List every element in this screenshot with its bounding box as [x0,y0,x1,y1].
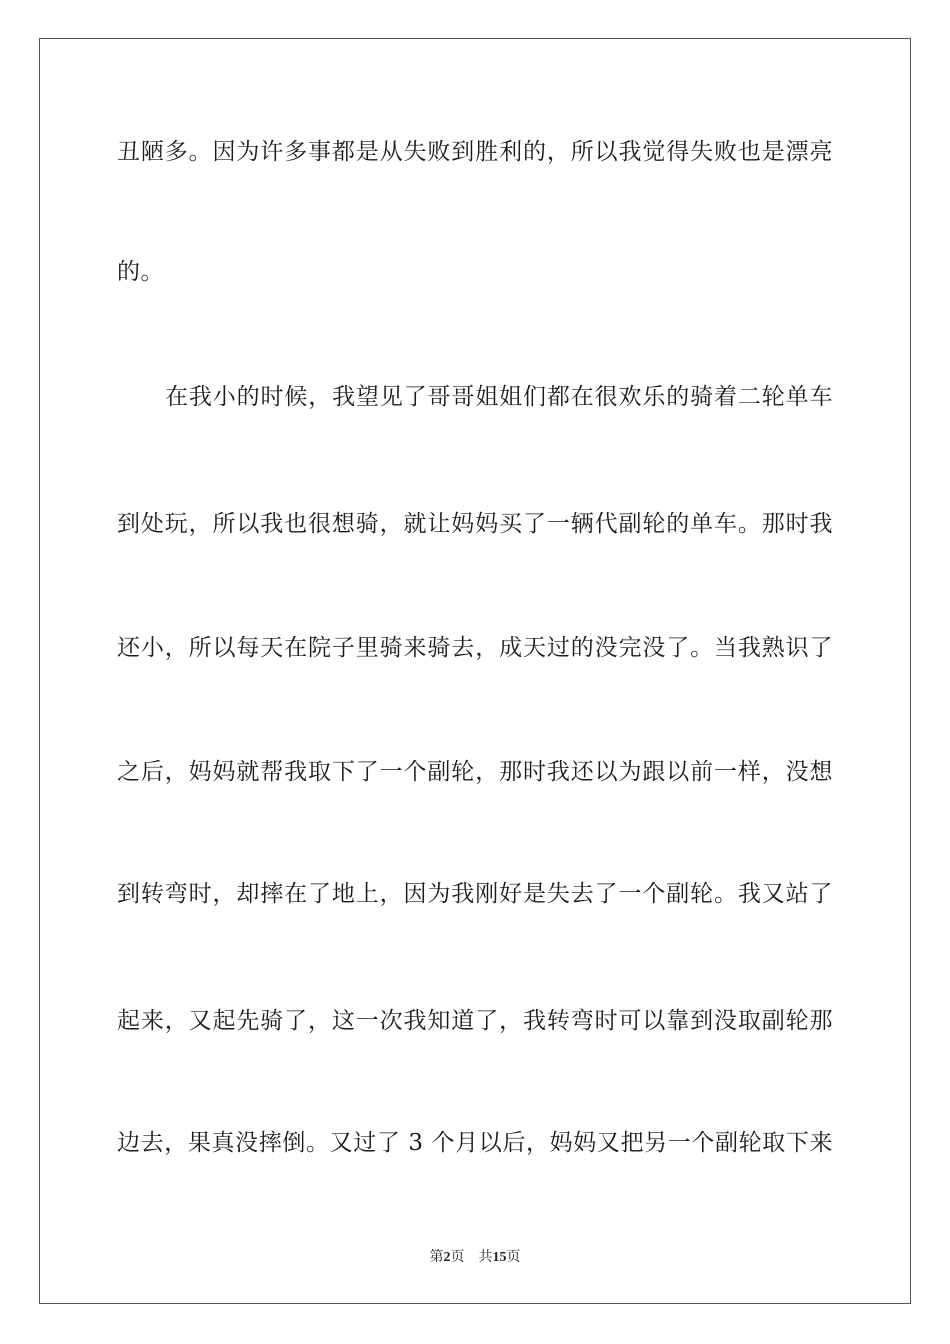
text-line-9: 边去，果真没摔倒。又过了 3 个月以后，妈妈又把另一个副轮取下来 [117,1130,833,1156]
text-line-5: 还小，所以每天在院子里骑来骑去，成天过的没完没了。当我熟识了 [117,635,833,661]
page-number: 2 [443,1250,451,1265]
text-line-7: 到转弯时，却摔在了地上，因为我刚好是失去了一个副轮。我又站了 [117,881,833,907]
page-footer [0,1248,950,1267]
text-line-4: 到处玩，所以我也很想骑，就让妈妈买了一辆代副轮的单车。那时我 [117,511,833,537]
page-suffix: 页 [450,1249,465,1265]
total-suffix: 页 [506,1249,521,1265]
text-line-3: 在我小的时候，我望见了哥哥姐姐们都在很欢乐的骑着二轮单车 [165,384,833,410]
page-border [39,38,911,1304]
total-pages: 15 [492,1250,507,1265]
text-line-6: 之后，妈妈就帮我取下了一个副轮，那时我还以为跟以前一样，没想 [117,759,833,785]
text-line-8: 起来，又起先骑了，这一次我知道了，我转弯时可以靠到没取副轮那 [117,1008,833,1034]
text-line-1: 丑陋多。因为许多事都是从失败到胜利的，所以我觉得失败也是漂亮 [117,139,833,165]
text-line-2: 的。 [117,259,164,285]
page-prefix: 第 [429,1249,444,1265]
total-prefix: 共 [478,1249,493,1265]
